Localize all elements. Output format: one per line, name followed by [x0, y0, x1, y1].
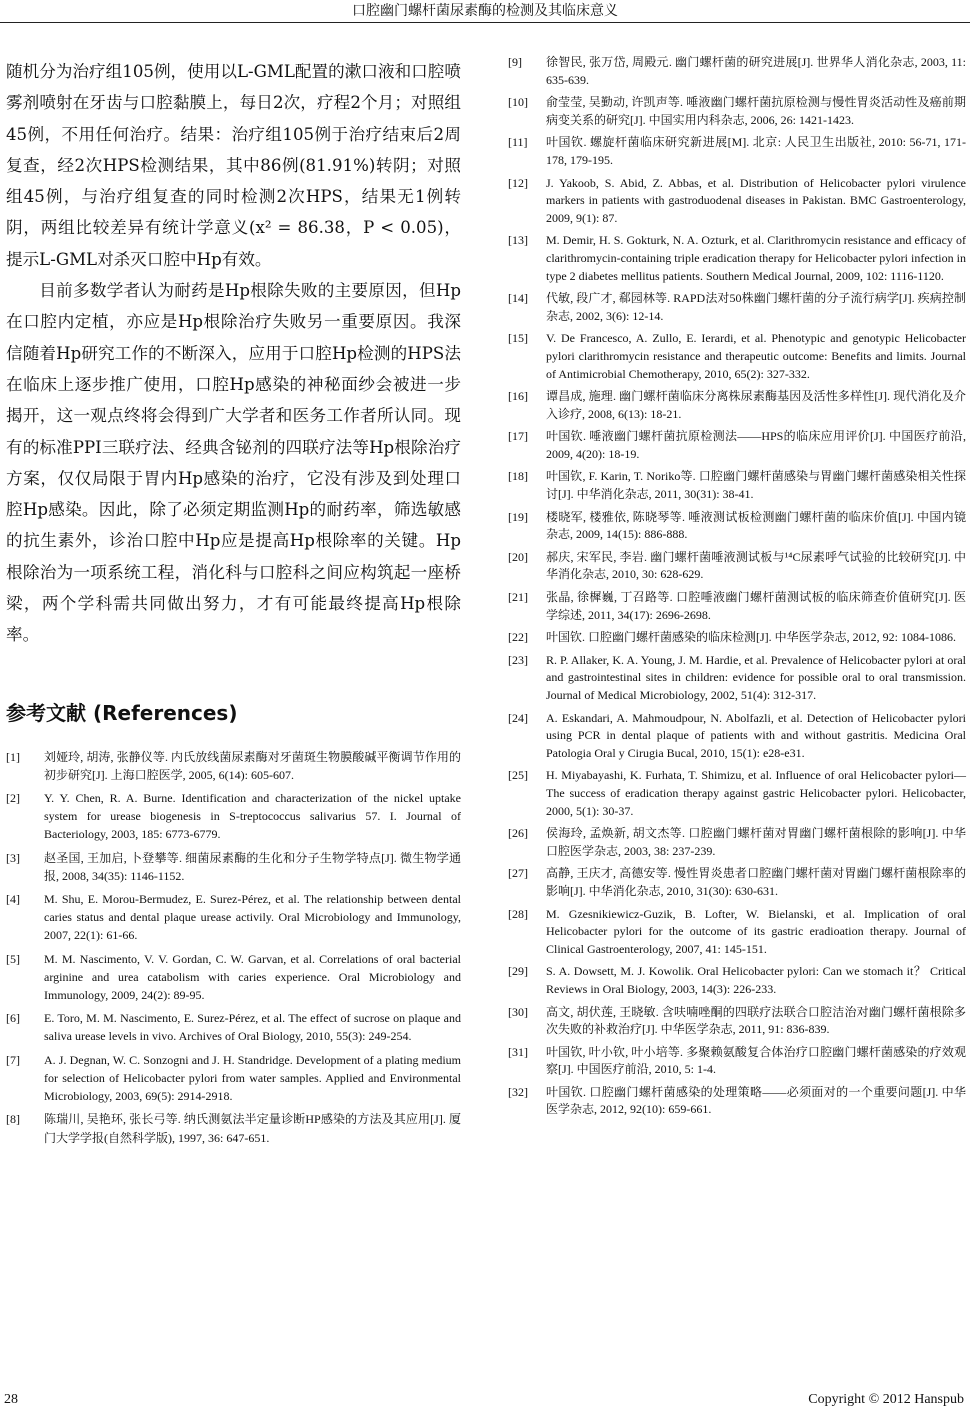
reference-item: [508, 1084, 966, 1119]
reference-text: 代敏, 段广才, 郗园林等. RAPD法对50株幽门螺杆菌的分子流行病学[J]. 疾病控制杂志, 2002, 3(6): 12-14.: [546, 291, 966, 323]
reference-text: H. Miyabayashi, K. Furhata, T. Shimizu, et al. Influence of oral Helicobacter pylori—The success of eradication therapy against gastric Helicobacter pylori. Helicobacter, 2000, 5(1): 30-37.: [546, 768, 966, 818]
reference-item: [508, 710, 966, 763]
reference-number: [21]: [508, 590, 528, 605]
reference-item: [6, 849, 461, 885]
reference-item: [6, 789, 461, 844]
reference-list-right: [508, 54, 966, 1119]
reference-number: [11]: [508, 135, 528, 150]
reference-item: [508, 290, 966, 325]
reference-number: [1]: [6, 749, 20, 764]
reference-text: M. Gzesnikiewicz-Guzik, B. Lofter, W. Bielanski, et al. Implication of oral Helicobacter pylori for the outcome of its gastric eradioation therapy. Journal of Clinical Gastroenterology, 2007, 41: 145-151.: [546, 906, 966, 956]
reference-number: [4]: [6, 892, 20, 907]
reference-text: V. De Francesco, A. Zullo, E. Ierardi, et al. Phenotypic and genotypic Helicobacter pylori clarithromycin resistance and therapeutic outcome: Benefits and limits. Journal of Antimicrobial Chemotherapy, 2010, 65(2): 327-332.: [546, 331, 966, 381]
reference-number: [12]: [508, 175, 528, 190]
reference-number: [17]: [508, 429, 528, 444]
reference-number: [25]: [508, 768, 528, 783]
reference-list-left: [6, 748, 461, 1147]
reference-number: [3]: [6, 850, 20, 865]
reference-item: [508, 388, 966, 423]
reference-text: M. Demir, H. S. Gokturk, N. A. Ozturk, et al. Clarithromycin resistance and efficacy of clarithromycin-containing triple eradication therapy for Helicobacter pylori infection in type 2 diabetes mellitus patients. Southern Medical Journal, 2009, 102: 1116-1120.: [546, 233, 966, 283]
reference-text: Y. Y. Chen, R. A. Burne. Identification and characterization of the nickel uptake system for urease biogenesis in S-treptococcus salivarius 57. I. Journal of Bacteriology, 2003, 185: 6773-6779.: [44, 791, 461, 842]
running-title: 口腔幽门螺杆菌尿素酶的检测及其临床意义: [352, 3, 618, 19]
reference-text: 赵圣国, 王加启, 卜登攀等. 细菌尿素酶的生化和分子生物学特点[J]. 微生物学通报, 2008, 34(35): 1146-1152.: [44, 850, 461, 883]
left-column: [6, 56, 461, 1152]
reference-item: [6, 890, 461, 945]
reference-number: [7]: [6, 1052, 20, 1067]
reference-number: [10]: [508, 95, 528, 110]
reference-text: 侯海玲, 孟焕新, 胡文杰等. 口腔幽门螺杆菌对胃幽门螺杆菌根除的影响[J]. 中华口腔医学杂志, 2003, 38: 237-239.: [546, 826, 966, 858]
reference-text: 高静, 王庆才, 高德安等. 慢性胃炎患者口腔幽门螺杆菌对胃幽门螺杆菌根除率的影响[J]. 中华消化杂志, 2010, 31(30): 630-631.: [546, 866, 966, 898]
running-header: [0, 0, 970, 23]
reference-item: [508, 509, 966, 544]
reference-item: [508, 549, 966, 584]
reference-number: [8]: [6, 1112, 20, 1127]
reference-text: E. Toro, M. M. Nascimento, E. Surez-Pérez, et al. The effect of sucrose on plaque and saliva urease levels in vivo. Archives of Oral Biology, 2010, 55(3): 249-254.: [44, 1011, 461, 1044]
reference-number: [31]: [508, 1044, 528, 1059]
reference-item: [508, 134, 966, 169]
reference-number: [6]: [6, 1011, 20, 1026]
reference-text: 郝庆, 宋军民, 李岩. 幽门螺杆菌唾液测试板与¹⁴C尿素呼气试验的比较研究[J]. 中华消化杂志, 2010, 30: 628-629.: [546, 549, 966, 582]
reference-number: [16]: [508, 389, 528, 404]
reference-number: [27]: [508, 866, 528, 881]
reference-item: [508, 865, 966, 900]
reference-number: [26]: [508, 826, 528, 841]
reference-item: [508, 428, 966, 463]
reference-number: [29]: [508, 964, 528, 979]
reference-text: J. Yakoob, S. Abid, Z. Abbas, et al. Distribution of Helicobacter pylori virulence markers in patients with gastroduodenal diseases in Pakistan. BMC Gastroenterology, 2009, 9(1): 87.: [546, 175, 966, 225]
reference-number: [23]: [508, 652, 528, 667]
reference-text: R. P. Allaker, K. A. Young, J. M. Hardie, et al. Prevalence of Helicobacter pylori at oral and gastrointestinal sites in children: evidence for possible oral to oral transmission. Journal of Medical Microbiology, 2002, 51(4): 312-317.: [546, 652, 966, 702]
reference-number: [18]: [508, 469, 528, 484]
reference-number: [14]: [508, 291, 528, 306]
reference-item: [508, 94, 966, 129]
reference-number: [2]: [6, 791, 20, 806]
reference-item: [508, 1004, 966, 1039]
reference-text: 叶国钦. 口腔幽门螺杆菌感染的处理策略——必须面对的一个重要问题[J]. 中华医学杂志, 2012, 92(10): 659-661.: [546, 1084, 966, 1117]
reference-item: [6, 1110, 461, 1146]
reference-text: 叶国钦. 口腔幽门螺杆菌感染的临床检测[J]. 中华医学杂志, 2012, 92: 1084-1086.: [546, 630, 956, 645]
reference-item: [6, 748, 461, 784]
reference-number: [13]: [508, 233, 528, 248]
reference-item: [6, 950, 461, 1005]
body-paragraph-2: 目前多数学者认为耐药是Hp根除失败的主要原因，但Hp在口腔内定植，亦应是Hp根除治疗失败另一重要原因。我深信随着Hp研究工作的不断深入，应用于口腔Hp检测的HPS法在临床上逐步推广使用，口腔Hp感染的神秘面纱会被进一步揭开，这一观点终将会得到广大学者和医务工作者所认同。现有的标准PPI三联疗法、经典含铋剂的四联疗法等Hp根除治疗方案，仅仅局限于胃内Hp感染的治疗，它没有涉及到处理口腔Hp感染。因此，除了必须定期监测Hp的耐药率，筛选敏感的抗生素外，诊治口腔中Hp应是提高Hp根除率的关键。Hp根除治为一项系统工程，消化科与口腔科之间应构筑起一座桥梁，两个学科需共同做出努力，才有可能最终提高Hp根除率。: [6, 281, 461, 645]
reference-text: 刘娅玲, 胡涛, 张静仪等. 内氏放线菌尿素酶对牙菌斑生物膜酸碱平衡调节作用的初步研究[J]. 上海口腔医学, 2005, 6(14): 605-607.: [44, 749, 461, 782]
reference-item: [508, 468, 966, 503]
page-footer: [0, 1392, 970, 1412]
reference-text: 高文, 胡伏莲, 王晓敏. 含呋喃唑酮的四联疗法联合口腔洁治对幽门螺杆菌根除多次失败的补救治疗[J]. 中华医学杂志, 2011, 91: 836-839.: [546, 1004, 966, 1037]
reference-number: [15]: [508, 331, 528, 346]
reference-number: [30]: [508, 1004, 528, 1019]
reference-text: M. Shu, E. Morou-Bermudez, E. Surez-Pérez, et al. The relationship between dental caries status and dental plaque urease activily. Oral Microbiology and Immunology, 2007, 22(1): 61-66.: [44, 892, 461, 943]
reference-item: [508, 330, 966, 383]
reference-text: M. M. Nascimento, V. V. Gordan, C. W. Garvan, et al. Correlations of oral bacterial arginine and urea catabolism with caries experience. Oral Microbiology and Immunology, 2009, 24(2): 89-95.: [44, 951, 461, 1003]
reference-text: 俞莹莹, 吴勤动, 许凯声等. 唾液幽门螺杆菌抗原检测与慢性胃炎活动性及癌前期病变关系的研究[J]. 中国实用内科杂志, 2006, 26: 1421-1423.: [546, 95, 966, 127]
reference-text: 陈瑞川, 吴艳环, 张长弓等. 纳氏测氨法半定量诊断HP感染的方法及其应用[J]. 厦门大学学报(自然科学版), 1997, 36: 647-651.: [44, 1112, 461, 1145]
reference-item: [508, 963, 966, 998]
reference-number: [22]: [508, 630, 528, 645]
copyright-notice: Copyright © 2012 Hanspub: [808, 1392, 964, 1407]
reference-text: 张晶, 徐樨巍, 丁召路等. 口腔唾液幽门螺杆菌测试板的临床筛查价值研究[J]. 医学综述, 2011, 34(17): 2696-2698.: [546, 590, 966, 622]
reference-text: 徐智民, 张万岱, 周殿元. 幽门螺杆菌的研究进展[J]. 世界华人消化杂志, 2003, 11: 635-639.: [546, 55, 966, 87]
reference-item: [508, 825, 966, 860]
reference-number: [32]: [508, 1084, 528, 1099]
reference-text: 叶国钦, 叶小钦, 叶小培等. 多聚赖氨酸复合体治疗口腔幽门螺杆菌感染的疗效观察[J]. 中国医疗前沿, 2010, 5: 1-4.: [546, 1044, 966, 1077]
reference-item: [508, 54, 966, 89]
body-paragraph-1: 随机分为治疗组105例，使用以L-GML配置的漱口液和口腔喷雾剂喷射在牙齿与口腔黏膜上，每日2次，疗程2个月；对照组45例，不用任何治疗。结果：治疗组105例于治疗结束后2周复查，经2次HPS检测结果，其中86例(81.91%)转阴；对照组45例，与治疗组复查的同时检测2次HPS，结果无1例转阴，两组比较差异有统计学意义(x² = 86.38，P < 0.05)，提示L-GML对杀灭口腔中Hp有效。: [6, 62, 461, 269]
reference-text: 叶国钦. 螺旋杆菌临床研究新进展[M]. 北京: 人民卫生出版社, 2010: 56-71, 171-178, 179-195.: [546, 135, 966, 167]
reference-text: S. A. Dowsett, M. J. Kowolik. Oral Helicobacter pylori: Can we stomach it？ Critical Reviews in Oral Biology, 2003, 14(3): 226-233.: [546, 964, 966, 996]
reference-item: [508, 175, 966, 228]
reference-text: 谭昌成, 施理. 幽门螺杆菌临床分离株尿素酶基因及活性多样性[J]. 现代消化及介入诊疗, 2008, 6(13): 18-21.: [546, 389, 966, 421]
reference-item: [508, 629, 966, 647]
reference-number: [5]: [6, 951, 20, 966]
reference-number: [20]: [508, 549, 528, 564]
reference-item: [508, 232, 966, 285]
reference-text: 叶国钦. 唾液幽门螺杆菌抗原检测法——HPS的临床应用评价[J]. 中国医疗前沿, 2009, 4(20): 18-19.: [546, 429, 966, 461]
page-number: 28: [4, 1392, 18, 1407]
reference-text: 叶国钦, F. Karin, T. Noriko等. 口腔幽门螺杆菌感染与胃幽门螺杆菌感染相关性探讨[J]. 中华消化杂志, 2011, 30(31): 38-41.: [546, 469, 966, 502]
reference-item: [6, 1009, 461, 1045]
reference-item: [508, 906, 966, 959]
reference-text: A. J. Degnan, W. C. Sonzogni and J. H. Standridge. Development of a plating medium for selection of Helicobacter pylori from water samples. Applied and Environmental Microbiology, 2003, 69(5): 2914-2918.: [44, 1052, 461, 1104]
reference-text: A. Eskandari, A. Mahmoudpour, N. Abolfazli, et al. Detection of Helicobacter pylori using PCR in dental plaque of patients with and without gastritis. Medicina Oral Patologia Oral y Cirugia Bucal, 2010, 15(1): e28-e31.: [546, 710, 966, 760]
reference-item: [508, 652, 966, 705]
reference-item: [6, 1051, 461, 1106]
references-heading: 参考文献 (References): [6, 700, 238, 725]
reference-item: [508, 1044, 966, 1079]
reference-number: [28]: [508, 906, 528, 921]
reference-number: [19]: [508, 509, 528, 524]
reference-number: [9]: [508, 55, 522, 69]
reference-item: [508, 589, 966, 624]
reference-text: 楼晓军, 楼雅依, 陈晓琴等. 唾液测试板检测幽门螺杆菌的临床价值[J]. 中国内镜杂志, 2009, 14(15): 886-888.: [546, 509, 966, 542]
right-column: [508, 54, 966, 1124]
reference-item: [508, 767, 966, 820]
reference-number: [24]: [508, 710, 528, 725]
